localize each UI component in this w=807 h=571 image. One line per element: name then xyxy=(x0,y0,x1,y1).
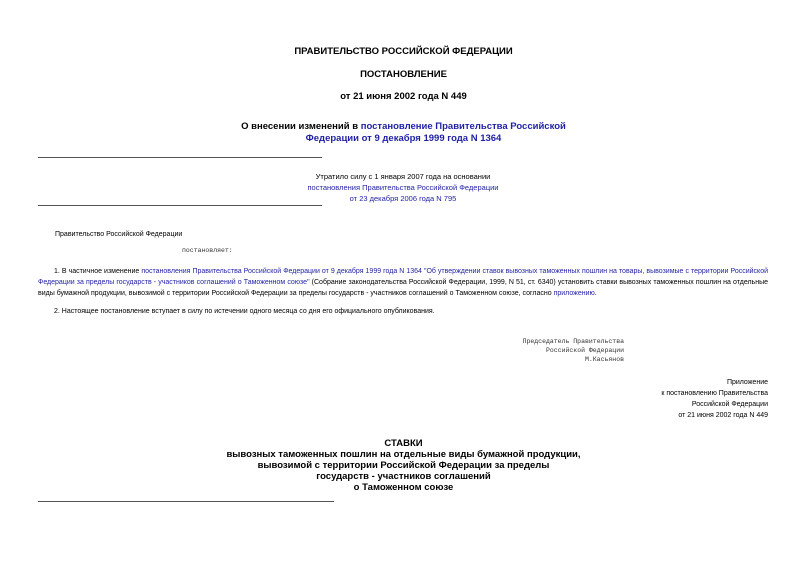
status-notice xyxy=(180,171,626,204)
rates-line4: о Таможенном союзе xyxy=(353,482,454,493)
subject-prefix: О внесении изменений в xyxy=(241,121,361,132)
status-link-line1: постановления Правительства Российской Федерации xyxy=(307,183,499,192)
status-link-line2: от 23 декабря 2006 года N 795 xyxy=(349,194,457,203)
government-heading: ПРАВИТЕЛЬСТВО РОССИЙСКОЙ ФЕДЕРАЦИИ xyxy=(294,46,513,57)
appendix-line3: Российской Федерации xyxy=(691,401,768,408)
rates-line3: государств - участников соглашений xyxy=(316,471,491,482)
p1-link-appendix[interactable]: приложению xyxy=(553,290,595,297)
body-decides: постановляет: xyxy=(182,247,233,254)
rates-title: СТАВКИ xyxy=(384,438,423,449)
status-link-decree-795[interactable] xyxy=(180,182,626,204)
p1-start: 1. В частичное изменение xyxy=(54,268,142,275)
subject-link-line2: Федерации от 9 декабря 1999 года N 1364 xyxy=(305,133,502,144)
appendix-block xyxy=(560,377,768,421)
status-notice-text: Утратило силу с 1 января 2007 года на основании xyxy=(315,172,491,181)
signature-block xyxy=(430,337,624,364)
subject-link-line1: постановление Правительства Российской xyxy=(360,121,566,132)
document-date-number: от 21 июня 2002 года N 449 xyxy=(340,91,467,102)
document-type-heading: ПОСТАНОВЛЕНИЕ xyxy=(360,69,447,80)
p1-link-decree-1364[interactable]: постановления Правительства Российской Федерации от 9 декабря 1999 года N 1364 "Об утверждении ставок вывозных таможенных пошлин на товары, вывозимые с территории Российской Федерации за пределы государств - участников соглашений о Таможенном союзе" xyxy=(38,268,768,286)
paragraph-1 xyxy=(38,266,768,299)
p1-end: . xyxy=(594,290,597,297)
body-government: Правительство Российской Федерации xyxy=(55,231,183,238)
divider-top xyxy=(38,157,322,158)
rates-heading xyxy=(0,438,807,493)
appendix-line2: к постановлению Правительства xyxy=(661,390,768,397)
appendix-line4: от 21 июня 2002 года N 449 xyxy=(678,412,768,419)
signature-country: Российской Федерации xyxy=(545,347,624,354)
p1-middle: (Собрание законодательства Российской Федерации, 1999, N 51, ст. 6340) установить ставки вывозных таможенных пошлин на отдельные виды бумажной продукции, вывозимой с территории Российской Федерации за пределы государств - участников соглашений о Таможенном союзе, согласно xyxy=(38,279,768,297)
signature-name: М.Касьянов xyxy=(584,356,624,363)
divider-bottom xyxy=(38,205,322,206)
rates-line2: вывозимой с территории Российской Федерации за пределы xyxy=(257,460,550,471)
divider-rates xyxy=(38,501,334,502)
appendix-title: Приложение xyxy=(726,379,768,386)
signature-title: Председатель Правительства xyxy=(522,338,624,345)
document-subject xyxy=(0,121,807,145)
paragraph-2: 2. Настоящее постановление вступает в силу по истечении одного месяца со дня его официального опубликования. xyxy=(54,308,435,315)
rates-line1: вывозных таможенных пошлин на отдельные виды бумажной продукции, xyxy=(226,449,581,460)
